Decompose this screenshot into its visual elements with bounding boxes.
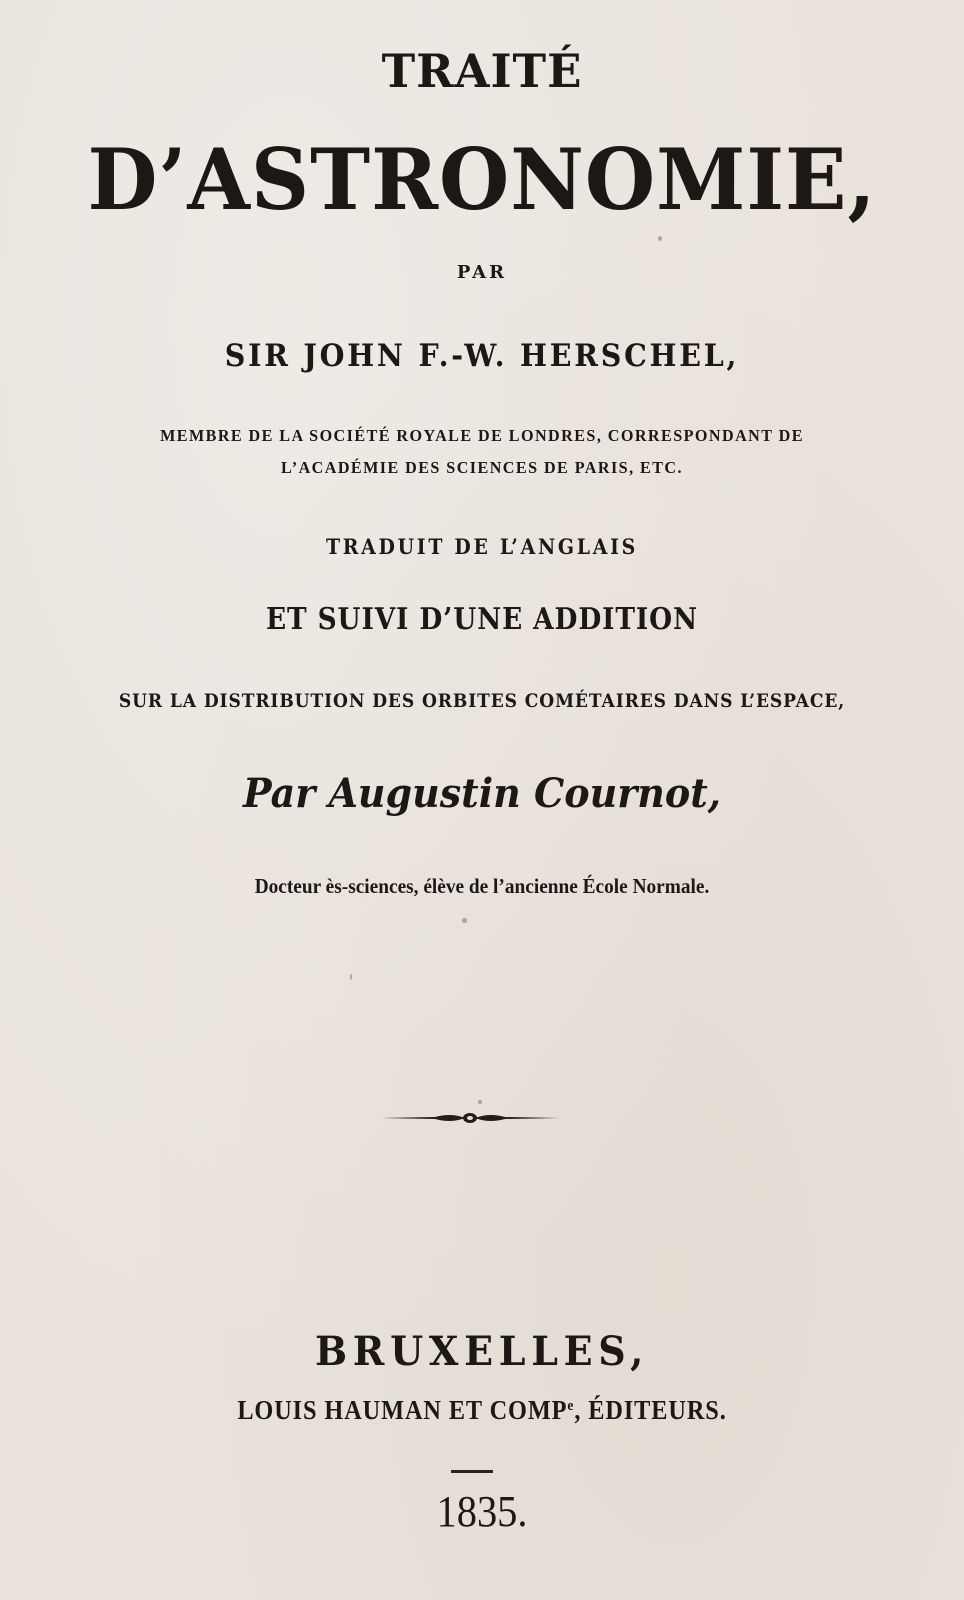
title-line-2: D’ASTRONOMIE, bbox=[87, 130, 877, 229]
paper-speck bbox=[350, 974, 352, 980]
author-credentials-line-2: L’ACADÉMIE DES SCIENCES DE PARIS, ETC. bbox=[281, 458, 683, 477]
publisher-name: LOUIS HAUMAN ET COMP bbox=[237, 1395, 568, 1425]
translator-name: Par Augustin Cournot, bbox=[243, 770, 721, 817]
publisher-role: , ÉDITEURS. bbox=[574, 1395, 727, 1425]
author-credentials-line-1: MEMBRE DE LA SOCIÉTÉ ROYALE DE LONDRES, CORRESPONDANT DE bbox=[160, 426, 804, 445]
separator-rule bbox=[451, 1470, 493, 1473]
addition-subject: SUR LA DISTRIBUTION DES ORBITES COMÉTAIRES DANS L’ESPACE, bbox=[118, 690, 846, 712]
imprint-publisher bbox=[48, 1395, 916, 1426]
paper-speck bbox=[462, 918, 467, 923]
imprint-city: BRUXELLES, bbox=[314, 1328, 650, 1375]
addition-label: ET SUIVI D’UNE ADDITION bbox=[266, 602, 698, 637]
paper-speck bbox=[658, 236, 662, 241]
printers-ornament-icon bbox=[380, 1110, 560, 1126]
imprint-year: 1835. bbox=[436, 1487, 528, 1536]
by-label: PAR bbox=[456, 262, 508, 283]
paper-speck bbox=[478, 1100, 482, 1104]
author-name: SIR JOHN F.-W. HERSCHEL, bbox=[224, 338, 740, 374]
translator-credentials: Docteur ès-sciences, élève de l’ancienne École Normale. bbox=[254, 874, 710, 898]
translated-label: TRADUIT DE L’ANGLAIS bbox=[325, 534, 639, 559]
publisher-superscript: e bbox=[567, 1398, 575, 1414]
title-line-1: TRAITÉ bbox=[381, 44, 583, 98]
